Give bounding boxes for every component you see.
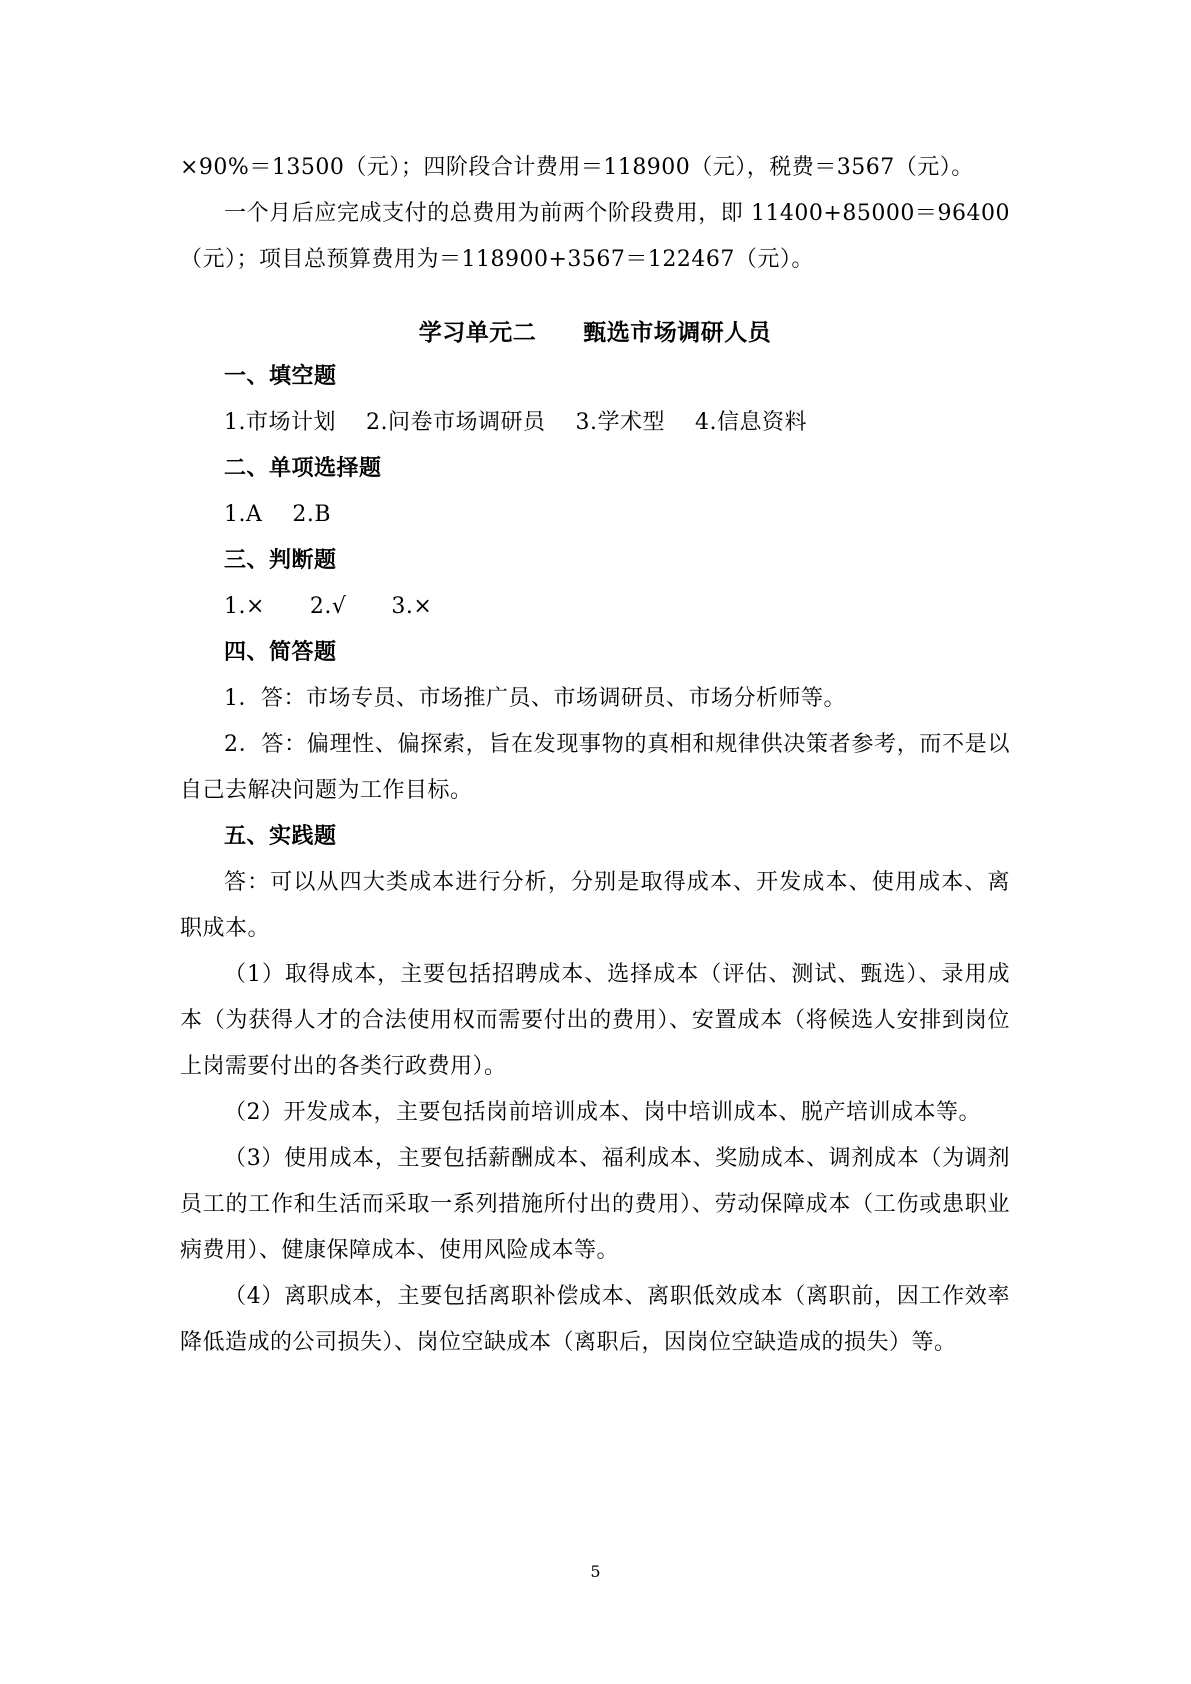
continuation-block xyxy=(180,145,1010,283)
practice-item-1: （1）取得成本，主要包括招聘成本、选择成本（评估、测试、甄选）、录用成本（为获得人才的合法使用权而需要付出的费用）、安置成本（将候选人安排到岗位上岗需要付出的各类行政费用）。 xyxy=(180,962,1010,1079)
continuation-line: ×90%＝13500（元）；四阶段合计费用＝118900（元），税费＝3567（元）。 xyxy=(180,155,974,180)
answers-block xyxy=(180,354,1010,1366)
practice-intro: 答：可以从四大类成本进行分析，分别是取得成本、开发成本、使用成本、离职成本。 xyxy=(180,870,1010,941)
section-heading-practice: 五、实践题 xyxy=(224,824,337,849)
section-heading-fill-blank: 一、填空题 xyxy=(224,364,337,389)
fill-blank-answers: 1.市场计划 2.问卷市场调研员 3.学术型 4.信息资料 xyxy=(224,410,807,435)
unit-title-block xyxy=(180,310,1010,356)
unit-title: 学习单元二 甄选市场调研人员 xyxy=(418,320,772,346)
short-answer-q1: 1．答：市场专员、市场推广员、市场调研员、市场分析师等。 xyxy=(224,686,846,711)
practice-item-4: （4）离职成本，主要包括离职补偿成本、离职低效成本（离职前，因工作效率降低造成的公司损失）、岗位空缺成本（离职后，因岗位空缺造成的损失）等。 xyxy=(180,1284,1010,1355)
page-number: 5 xyxy=(590,1562,601,1581)
continuation-paragraph: 一个月后应完成支付的总费用为前两个阶段费用，即 11400+85000＝96400（元）；项目总预算费用为＝118900+3567＝122467（元）。 xyxy=(180,201,1010,272)
section-heading-true-false: 三、判断题 xyxy=(224,548,337,573)
section-heading-short-answer: 四、简答题 xyxy=(224,640,337,665)
practice-item-2: （2）开发成本，主要包括岗前培训成本、岗中培训成本、脱产培训成本等。 xyxy=(224,1100,981,1125)
short-answer-q2: 2．答：偏理性、偏探索，旨在发现事物的真相和规律供决策者参考，而不是以自己去解决问题为工作目标。 xyxy=(180,732,1010,803)
true-false-answers: 1.× 2.√ 3.× xyxy=(224,594,433,619)
section-heading-single-choice: 二、单项选择题 xyxy=(224,456,382,481)
practice-item-3: （3）使用成本，主要包括薪酬成本、福利成本、奖励成本、调剂成本（为调剂员工的工作和生活而采取一系列措施所付出的费用）、劳动保障成本（工伤或患职业病费用）、健康保障成本、使用风险成本等。 xyxy=(180,1146,1010,1263)
single-choice-answers: 1.A 2.B xyxy=(224,502,332,527)
